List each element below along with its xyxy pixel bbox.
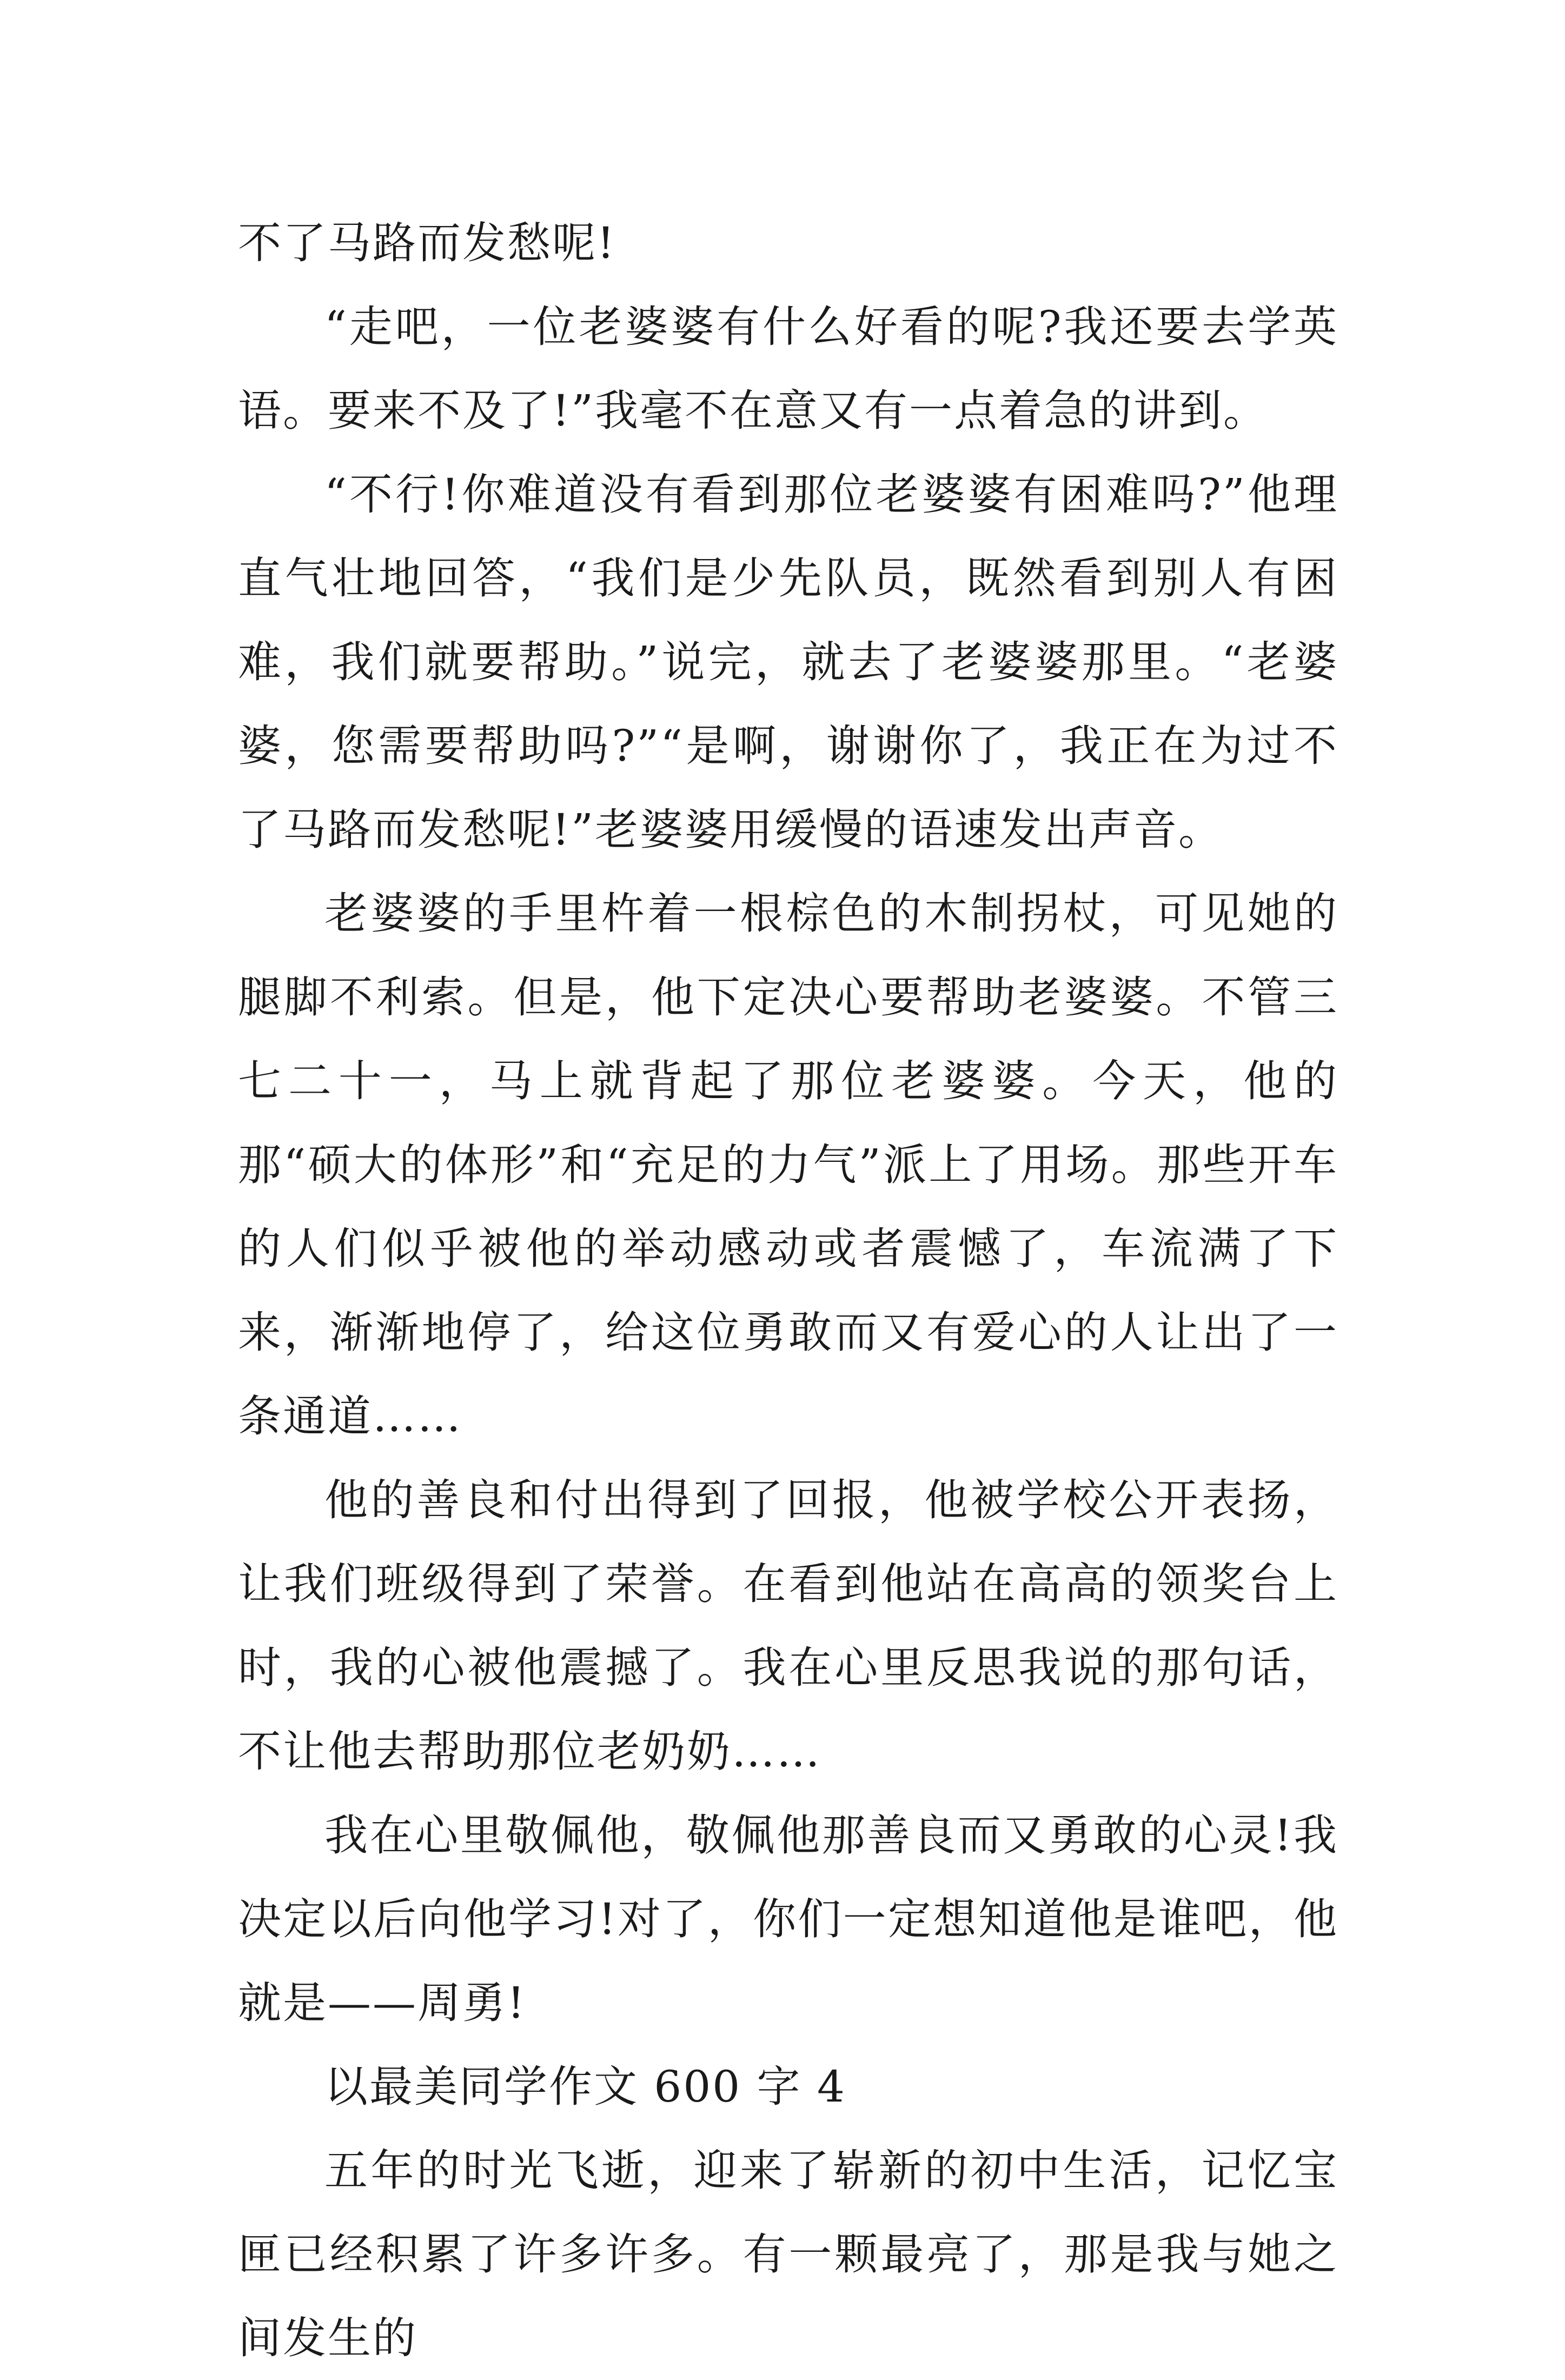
paragraph-final: 五年的时光飞逝，迎来了崭新的初中生活，记忆宝匣已经积累了许多许多。有一颗最亮了，那是我与她之间发生的 <box>238 2145 1338 2363</box>
section-heading: 以最美同学作文 600 字 4 <box>324 2062 846 2112</box>
paragraph-2: “走吧，一位老婆婆有什么好看的呢?我还要去学英语。要来不及了!”我毫不在意又有一点着急的讲到。 <box>238 302 1338 436</box>
paragraph-1: 不了马路而发愁呢! <box>238 218 616 268</box>
paragraph-4: 老婆婆的手里杵着一根棕色的木制拐杖，可见她的腿脚不利索。但是，他下定决心要帮助老婆婆。不管三七二十一，马上就背起了那位老婆婆。今天，他的那“硕大的体形”和“充足的力气”派上了用场。那些开车的人们似乎被他的举动感动或者震憾了，车流满了下来，渐渐地停了，给这位勇敢而又有爱心的人让出了一条通道…… <box>238 888 1338 1441</box>
paragraph-3: “不行!你难道没有看到那位老婆婆有困难吗?”他理直气壮地回答，“我们是少先队员，既然看到别人有困难，我们就要帮助。”说完，就去了老婆婆那里。“老婆婆，您需要帮助吗?”“是啊，谢谢你了，我正在为过不了马路而发愁呢!”老婆婆用缓慢的语速发出声音。 <box>238 469 1338 855</box>
paragraph-6: 我在心里敬佩他，敬佩他那善良而又勇敢的心灵!我决定以后向他学习!对了，你们一定想知道他是谁吧，他就是——周勇! <box>238 1810 1338 2028</box>
document-body <box>238 201 1338 2380</box>
paragraph-5: 他的善良和付出得到了回报，他被学校公开表扬，让我们班级得到了荣誉。在看到他站在高高的领奖台上时，我的心被他震撼了。我在心里反思我说的那句话，不让他去帮助那位老奶奶…… <box>238 1475 1338 1777</box>
